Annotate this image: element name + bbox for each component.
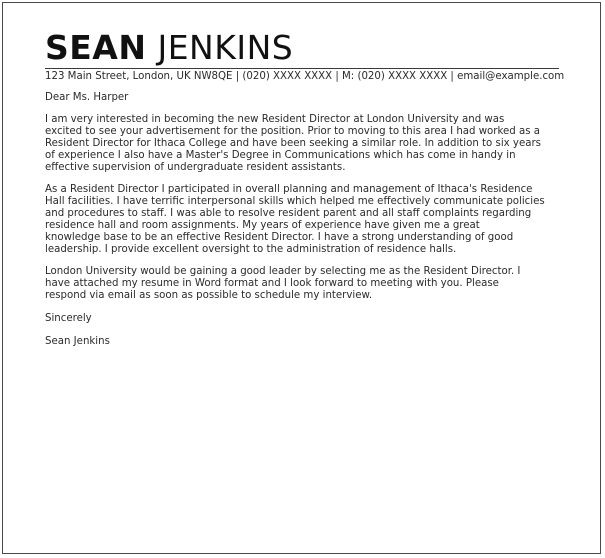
paragraph-line: have attached my resume in Word format and I look forward to meeting with you. Please [45,278,499,289]
applicant-name [45,30,565,66]
paragraph-1 [45,114,565,174]
paragraph-line: As a Resident Director I participated in overall planning and management of Ithaca's Residence [45,184,533,195]
paragraph-line: effective supervision of undergraduate resident assistants. [45,162,346,173]
closing: Sincerely [45,313,92,324]
paragraph-line: excited to see your advertisement for the position. Prior to moving to this area I had worked as a [45,126,541,137]
salutation: Dear Ms. Harper [45,92,129,103]
paragraph-line: London University would be gaining a good leader by selecting me as the Resident Director. I [45,266,521,277]
paragraph-2 [45,184,565,256]
paragraph-line: Hall facilities. I have terrific interpersonal skills which helped me effectively communicate policies [45,196,545,207]
paragraph-line: and procedures to staff. I was able to resolve resident parent and all staff complaints regarding [45,208,532,219]
paragraph-line: Resident Director for Ithaca College and have been seeking a similar role. In addition to six years [45,138,541,149]
paragraph-3 [45,266,565,302]
paragraph-line: residence hall and room assignments. My years of experience have given me a great [45,220,480,231]
signature-name: Sean Jenkins [45,336,110,347]
paragraph-line: knowledge base to be an effective Resident Director. I have a strong understanding of good [45,232,514,243]
header-divider [45,68,559,69]
contact-line: 123 Main Street, London, UK NW8QE | (020) XXXX XXXX | M: (020) XXXX XXXX | email@example.com [45,71,565,82]
cover-letter [45,30,565,348]
paragraph-line: I am very interested in becoming the new Resident Director at London University and was [45,114,505,125]
paragraph-line: of experience I also have a Master's Degree in Communications which has come in handy in [45,150,516,161]
first-name: SEAN [45,28,147,67]
paragraph-line: respond via email as soon as possible to schedule my interview. [45,290,373,301]
paragraph-line: leadership. I provide excellent oversight to the administration of residence halls. [45,244,457,255]
last-name: JENKINS [157,28,294,67]
